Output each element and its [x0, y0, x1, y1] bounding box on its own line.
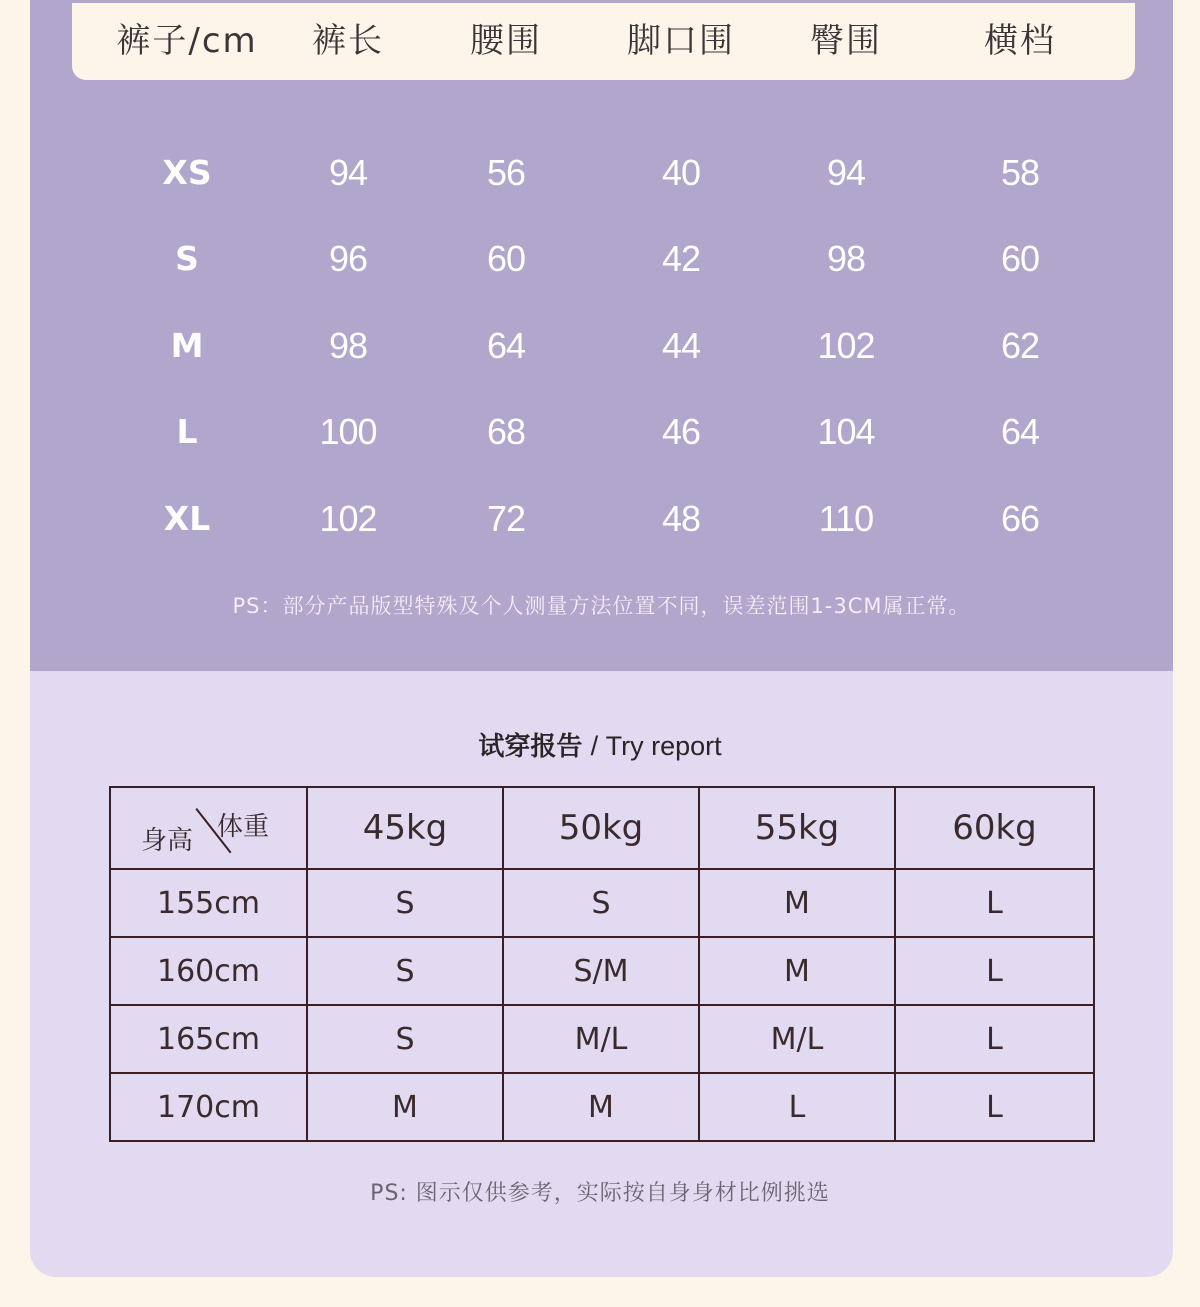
size-cell: S/M [503, 937, 699, 1005]
height-label: 155cm [110, 869, 307, 937]
hip-value: 110 [818, 498, 874, 539]
waist-value: 60 [486, 238, 526, 279]
hip-value: 98 [826, 238, 866, 279]
size-cell: L [699, 1073, 895, 1141]
size-cell: M/L [503, 1005, 699, 1073]
hip-value: 94 [826, 152, 866, 193]
thigh-value: 60 [1000, 238, 1040, 279]
size-cell: M [307, 1073, 503, 1141]
size-cell: M [699, 869, 895, 937]
hem-value: 40 [661, 152, 701, 193]
size-cell: S [307, 937, 503, 1005]
try-report-title [0, 726, 1200, 763]
size-label: XL [163, 499, 211, 538]
hem-value: 46 [661, 411, 701, 452]
size-cell: L [895, 1073, 1094, 1141]
thigh-value: 66 [1000, 498, 1040, 539]
corner-height-label: 身高 [141, 826, 194, 856]
weight-header: 55kg [699, 787, 895, 869]
hem-value: 42 [661, 238, 701, 279]
try-report-note: PS: 图示仅供参考，实际按自身身材比例挑选 [370, 1181, 830, 1206]
size-cell: S [307, 869, 503, 937]
waist-value: 72 [486, 498, 526, 539]
weight-header: 60kg [895, 787, 1094, 869]
table-row [110, 1005, 1094, 1073]
size-label: XS [162, 153, 212, 192]
height-label: 170cm [110, 1073, 307, 1141]
length-value: 98 [328, 325, 368, 366]
header-thigh: 横档 [984, 21, 1056, 61]
table-row [110, 1073, 1094, 1141]
header-waist: 腰围 [470, 21, 542, 61]
size-cell: M/L [699, 1005, 895, 1073]
header-length: 裤长 [312, 21, 384, 61]
header-hip: 臀围 [810, 21, 882, 61]
size-row-l [0, 402, 1200, 462]
size-cell: S [503, 869, 699, 937]
thigh-value: 62 [1000, 325, 1040, 366]
size-row-m [0, 316, 1200, 376]
hip-value: 104 [817, 411, 875, 452]
size-chart-note: PS：部分产品版型特殊及个人测量方法位置不同，误差范围1-3CM属正常。 [232, 594, 971, 618]
hip-value: 102 [817, 325, 875, 366]
header-pants-cm: 裤子/cm [116, 21, 258, 61]
table-header-row [110, 787, 1094, 869]
try-report-title-cn: 试穿报告 [478, 732, 583, 762]
waist-value: 56 [486, 152, 526, 193]
table-row [110, 937, 1094, 1005]
table-row [110, 869, 1094, 937]
size-cell: S [307, 1005, 503, 1073]
header-hem: 脚口围 [627, 21, 735, 61]
height-label: 160cm [110, 937, 307, 1005]
size-cell: L [895, 869, 1094, 937]
size-row-xs [0, 143, 1200, 203]
size-label: S [175, 239, 199, 278]
length-value: 96 [328, 238, 368, 279]
waist-value: 68 [486, 411, 526, 452]
corner-weight-label: 体重 [217, 812, 270, 842]
weight-header: 50kg [503, 787, 699, 869]
corner-cell [110, 787, 307, 869]
try-report-title-en: / Try report [590, 731, 722, 761]
weight-header: 45kg [307, 787, 503, 869]
thigh-value: 64 [1000, 411, 1040, 452]
size-label: M [170, 326, 204, 365]
waist-value: 64 [486, 325, 526, 366]
size-cell: M [699, 937, 895, 1005]
size-cell: L [895, 937, 1094, 1005]
size-row-s [0, 229, 1200, 289]
size-row-xl [0, 489, 1200, 549]
size-cell: M [503, 1073, 699, 1141]
thigh-value: 58 [1000, 152, 1040, 193]
try-report-table [109, 786, 1095, 1142]
height-label: 165cm [110, 1005, 307, 1073]
length-value: 100 [319, 411, 377, 452]
size-label: L [176, 412, 198, 451]
hem-value: 44 [661, 325, 701, 366]
hem-value: 48 [661, 498, 701, 539]
length-value: 94 [328, 152, 368, 193]
length-value: 102 [319, 498, 377, 539]
size-cell: L [895, 1005, 1094, 1073]
